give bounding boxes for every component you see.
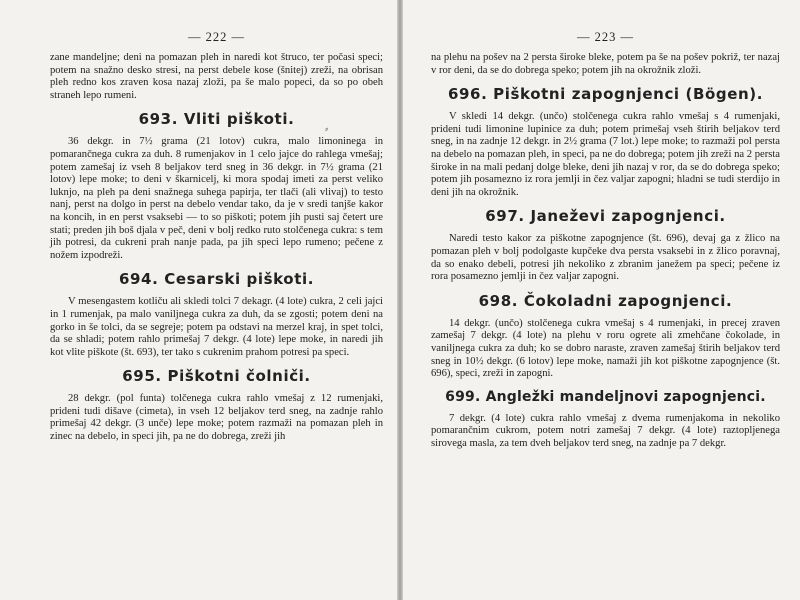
recipe-697-title: 697. Janeževi zapognjenci. bbox=[485, 207, 726, 226]
pencil-mark-icon: ⸗ bbox=[325, 124, 329, 135]
recipe-698-text: 14 dekgr. (unčo) stolčenega cukra vmešaj s 4 rumenjaki, in precej zraven zamešaj 7 dekgr. (4 lote) na plehu v roru ogrete ali zmehčane čokolade, in vaniljnega cukra za duh; ko se dobro naraste, zraven zamešaj štirih beljakov terd sneg in 10½ dekgr. (6 lotov) lepe moke, namaži jih kot piškotne zapognjence (št. 696), speci, zreži in zapogni. bbox=[431, 317, 780, 380]
recipe-694-title: 694. Cesarski piškoti. bbox=[118, 270, 315, 289]
right-page bbox=[403, 0, 800, 600]
recipe-694-text: V mesengastem kotliču ali skledi tolci 7 dekagr. (4 lote) cukra, 2 celi jajci in 1 rumenjak, pa malo vaniljnega cukra za duh, da se zgosti; potem deni na gorko in še tolci, da se segreje; potem pa odstavi na merzel kraj, in spet tolci, da se shladi; potem rahlo primešaj 7 dekgr. (4 lote) lepe moke, in naredi jih kot vlite piškote (št. 693), ter tako s cukrenim prahom potresi pa speci. bbox=[50, 296, 383, 358]
left-page bbox=[0, 0, 397, 600]
right-page-number: — 223 — bbox=[577, 30, 634, 44]
left-page-number: — 222 — bbox=[188, 30, 245, 44]
recipe-696-text: V skledi 14 dekgr. (unčo) stolčenega cukra rahlo vmešaj s 4 rumenjaki, prideni tudi limonine lupinice za duh; potem primešaj vseh štirih beljakov terd sneg, in na zadnje 12 dekgr. in 2½ grama (7 lot.) lepe moke; to razmaži pol persta na debelo na pomazan pleh, in speci, pa ne do dobrega; potem jih zreži na 2 persta široke in na mali pedanj dolge bleke, deni jih nazaj v ror, da se do dobrega speko; potem jih posamezno iz rora jemlji in čez valjar zapogni; hladni se tudi sterdijo in deni jih na okrožnik. bbox=[431, 111, 780, 198]
right-intro-paragraph: na plehu na pošev na 2 persta široke bleke, potem pa še na pošev pokriž, ter nazaj v ror deni, da se do dobrega speko; potem jih na okrožnik zloži. bbox=[431, 52, 780, 76]
recipe-693-title: 693. Vliti piškoti. bbox=[138, 110, 295, 129]
left-intro-paragraph: zane mandeljne; deni na pomazan pleh in naredi kot štruco, ter počasi speci; potem na snažno desko stresi, na perst debele kose (šnitej) zreži, na obrisan pleh redno kos zraven kosa nazaj zloži, pa še malo popeci, da so po obeh straneh lepo rumeni. bbox=[50, 52, 383, 101]
recipe-696-title: 696. Piškotni zapognjenci (Bögen). bbox=[447, 85, 764, 104]
recipe-698-title: 698. Čokoladni zapognjenci. bbox=[478, 291, 733, 310]
recipe-699-title: 699. Angležki mandeljnovi zapognjenci. bbox=[445, 388, 766, 405]
recipe-697-text: Naredi testo kakor za piškotne zapognjence (št. 696), devaj ga z žlico na pomazan pleh v bolj podolgaste kupčeke dva persta vsaksebi in z žlico poravnaj, da so enako debeli, potresi jih nekoliko z zbranim janežem pa speci; pečene iz rora posamezno jemlji in čez valjar zapogni. bbox=[431, 233, 780, 283]
recipe-693-text: 36 dekgr. in 7½ grama (21 lotov) cukra, malo limoninega in pomarančnega cukra za duh. 8 rumenjakov in 1 celo jajce do rahlega vmešaj; potem zamešaj iz vseh 8 beljakov terd sneg in 36 dekgr. in 7½ grama (21 lotov) lepe moke; to deni v škarnicelj, ki mora spodaj imeti za perst veliko luknjo, na pleh pa deni snažnega suhega papirja, ter tlači (ali vlivaj) to testo nanj, perst na dolgo in perst na debelo vendar tako, da je v sredi tanjše kakor na koncih, in en perst vsaksebi — to so piškoti; potem jih pusti saj četert ure stati; preden jih boš djala v peč, deni v bolj redko ruto stolčenega cukra: s tem jih potresi, da cukreni prah nanje pada, pa jih speci lepo rumeno; pečene z nožem izpodreži. bbox=[50, 136, 383, 261]
recipe-695-title: 695. Piškotni čolniči. bbox=[122, 367, 311, 386]
recipe-695-text: 28 dekgr. (pol funta) tolčenega cukra rahlo vmešaj z 12 rumenjaki, prideni tudi dišave (cimeta), in vseh 12 beljakov terd sneg, na zadnje rahlo primešaj 42 dekgr. (3 unče) lepe moke; potem razmaži na pomazan pleh in zinec na debelo, in speci jih, pa ne do dobrega, zreži jih bbox=[50, 393, 383, 443]
recipe-699-text: 7 dekgr. (4 lote) cukra rahlo vmešaj z dvema rumenjakoma in nekoliko pomarančnim cukrom, potem notri zamešaj 7 dekgr. (4 lote) raztopljenega sirovega masla, za tem dveh beljakov terd sneg, na zadnje pa 7 dekgr. bbox=[431, 412, 780, 449]
